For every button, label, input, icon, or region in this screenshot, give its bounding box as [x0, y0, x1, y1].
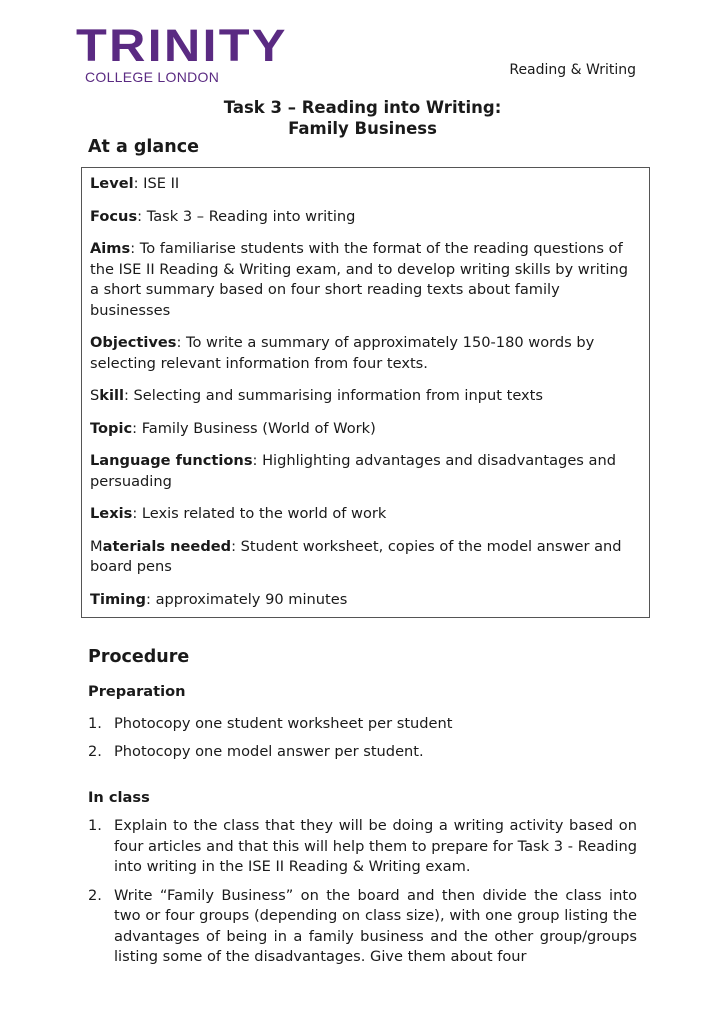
at-a-glance-box [81, 167, 650, 618]
in-class-list [88, 816, 637, 976]
title-line-2: Family Business [288, 119, 437, 138]
logo-subtitle: COLLEGE LONDON [85, 69, 220, 85]
preparation-heading: Preparation [88, 683, 186, 700]
logo-wordmark: TRINITY [76, 20, 288, 71]
glance-timing: Timing: approximately 90 minutes [90, 590, 348, 608]
glance-level: Level: ISE II [90, 175, 180, 192]
section-label: Reading & Writing [509, 62, 636, 78]
procedure-heading: Procedure [88, 647, 190, 667]
list-item: 1. Explain to the class that they will be doing a writing activity based on four articles and that this will help them to prepare for Task 3 - Reading into writing in the ISE II Reading & Writing exam. [88, 817, 637, 875]
preparation-list [88, 714, 637, 769]
glance-focus: Focus: Task 3 – Reading into writing [90, 207, 356, 225]
glance-materials: Materials needed: Student worksheet, copies of the model answer and board pens [90, 537, 622, 575]
glance-skill: Skill: Selecting and summarising information from input texts [90, 387, 544, 404]
list-item: 2. Write “Family Business” on the board and then divide the class into two or four groups (depending on class size), with one group listing the advantages of being in a family business and the other group/groups listing some of the disadvantages. Give them about four [88, 886, 637, 965]
trinity-logo [76, 20, 288, 85]
glance-aims: Aims: To familiarise students with the format of the reading questions of the ISE II Reading & Writing exam, and to develop writing skills by writing a short summary based on four short reading texts about family businesses [90, 240, 629, 319]
glance-language-functions: Language functions: Highlighting advantages and disadvantages and persuading [90, 452, 617, 490]
list-item: 1. Photocopy one student worksheet per student [88, 715, 453, 732]
page-title [0, 97, 725, 139]
in-class-heading: In class [88, 789, 150, 806]
title-line-1: Task 3 – Reading into Writing: [223, 98, 502, 117]
list-item: 2. Photocopy one model answer per student. [88, 742, 424, 760]
glance-lexis: Lexis: Lexis related to the world of work [90, 505, 387, 522]
at-a-glance-heading: At a glance [88, 137, 199, 157]
glance-objectives: Objectives: To write a summary of approximately 150-180 words by selecting relevant information from four texts. [90, 334, 595, 372]
glance-topic: Topic: Family Business (World of Work) [90, 419, 376, 437]
